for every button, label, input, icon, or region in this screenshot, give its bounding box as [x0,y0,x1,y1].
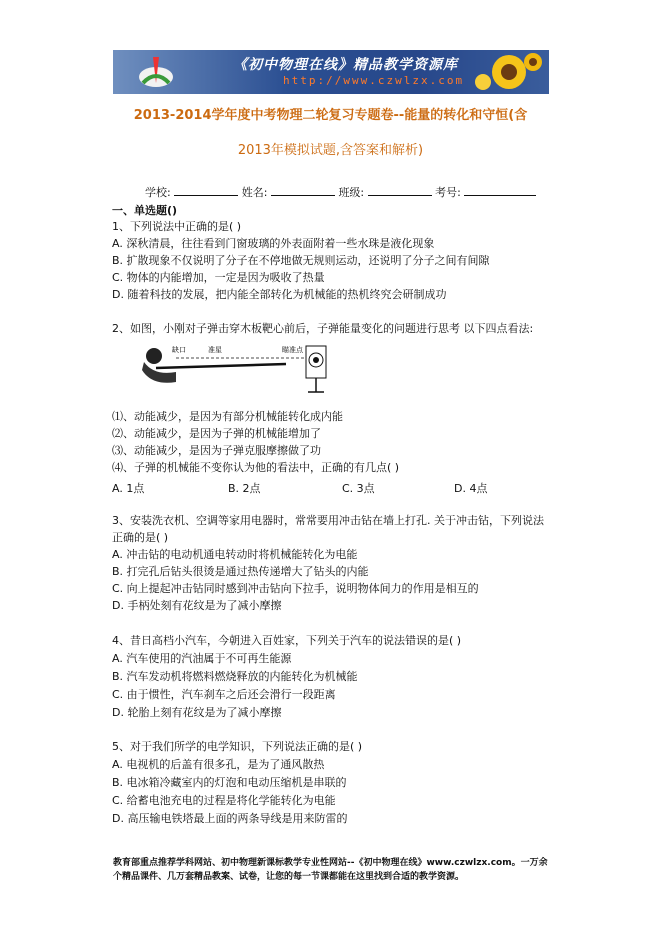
page-subtitle: 2013年模拟试题,含答案和解析) [237,143,424,158]
name-label: 姓名: [241,186,268,199]
q3-option-a: A. 冲击钻的电动机通电转动时将机械能转化为电能 [112,548,358,561]
q1-option-d: D. 随着科技的发展，把内能全部转化为机械能的热机终究会研制成功 [112,288,447,301]
q4-stem: 4、昔日高档小汽车，今朝进入百姓家，下列关于汽车的说法错误的是( ) [112,634,462,647]
school-label: 学校: [145,186,171,199]
q3-stem-line2: 正确的是( ) [112,531,169,544]
banner-title: 《初中物理在线》精品教学资源库 [233,57,458,73]
page-title: 2013-2014学年度中考物理二轮复习专题卷--能量的转化和守恒(含 [133,108,528,123]
q1-stem: 1、下列说法中正确的是( ) [112,220,242,233]
q5-option-a: A. 电视机的后盖有很多孔，是为了通风散热 [112,758,325,771]
q4-option-b: B. 汽车发动机将燃料燃烧释放的内能转化为机械能 [112,670,358,683]
name-blank[interactable] [271,185,335,196]
q1-option-b: B. 扩散现象不仅说明了分子在不停地做无规则运动，还说明了分子之间有间隙 [112,254,490,267]
q2-statement-4: ⑷、子弹的机械能不变你认为他的看法中，正确的有几点( ) [112,461,400,474]
number-blank[interactable] [464,185,536,196]
q2-option-c: C. 3点 [342,482,375,495]
q5-option-b: B. 电冰箱冷藏室内的灯泡和电动压缩机是串联的 [112,776,347,789]
q5-option-d: D. 高压输电铁塔最上面的两条导线是用来防雷的 [112,812,348,825]
q2-option-d: D. 4点 [454,482,488,495]
header-banner [113,50,549,94]
number-label: 考号: [435,186,461,199]
footer-line-1: 教育部重点推荐学科网站、初中物理新课标教学专业性网站--《初中物理在线》www.czwlzx.com。一万余 [113,858,548,868]
shooter-figure [136,342,336,394]
class-label: 班级: [338,186,365,199]
q4-option-a: A. 汽车使用的汽油属于不可再生能源 [112,652,292,665]
q2-statement-1: ⑴、动能减少，是因为有部分机械能转化成内能 [112,410,343,423]
banner-url[interactable]: http://www.czwlzx.com [283,74,465,87]
footer-line-2: 个精品课件、几万套精品教案、试卷，让您的每一节课都能在这里找到合适的教学资源。 [113,872,465,882]
class-blank[interactable] [368,185,432,196]
q4-option-c: C. 由于惯性，汽车刹车之后还会滑行一段距离 [112,688,336,701]
q2-option-a: A. 1点 [112,482,145,495]
q5-option-c: C. 给蓄电池充电的过程是将化学能转化为电能 [112,794,336,807]
q5-stem: 5、对于我们所学的电学知识，下列说法正确的是( ) [112,740,363,753]
page-footer [113,856,553,884]
q3-option-b: B. 打完孔后钻头很烫是通过热传递增大了钻头的内能 [112,565,369,578]
section-heading: 一、单选题() [112,204,178,217]
q2-statement-2: ⑵、动能减少，是因为子弹的机械能增加了 [112,427,321,440]
q2-statement-3: ⑶、动能减少，是因为子弹克服摩擦做了功 [112,444,321,457]
q2-option-b: B. 2点 [228,482,261,495]
q2-stem: 2、如图，小刚对子弹击穿木板靶心前后，子弹能量变化的问题进行思考 以下四点看法: [112,322,534,335]
q3-option-d: D. 手柄处刻有花纹是为了减小摩擦 [112,599,282,612]
student-info [145,184,536,200]
logo-icon [137,53,175,91]
q3-stem-line1: 3、安装洗衣机、空调等家用电器时，常常要用冲击钻在墙上打孔. 关于冲击钻，下列说法 [112,514,544,527]
sunflower-icon [469,52,543,92]
fig-label-aimpoint: 瞄准点 [282,346,303,354]
q3-option-c: C. 向上提起冲击钻同时感到冲击钻向下拉手，说明物体间力的作用是相互的 [112,582,479,595]
q1-option-c: C. 物体的内能增加，一定是因为吸收了热量 [112,271,325,284]
q1-option-a: A. 深秋清晨，往往看到门窗玻璃的外表面附着一些水珠是液化现象 [112,237,435,250]
fig-label-notch: 缺口 [172,346,186,354]
fig-label-frontsight: 准星 [208,346,222,354]
school-blank[interactable] [174,185,238,196]
q4-option-d: D. 轮胎上刻有花纹是为了减小摩擦 [112,706,282,719]
